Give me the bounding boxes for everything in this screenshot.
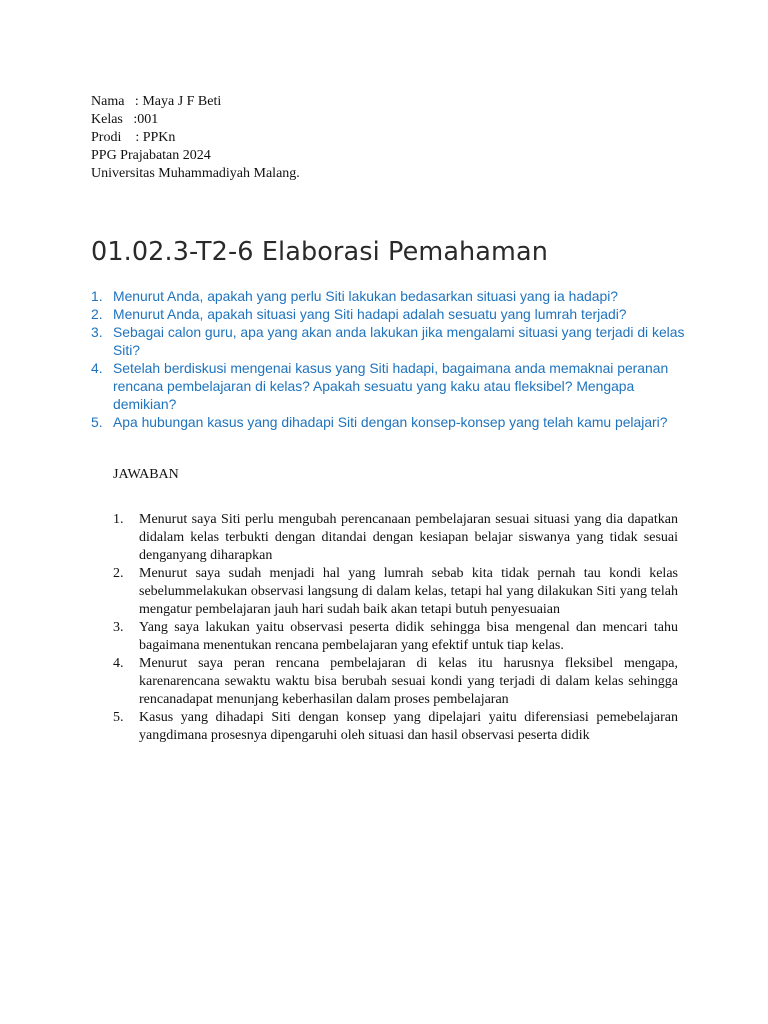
answer-number: 1.: [113, 512, 124, 527]
university-line: Universitas Muhammadiyah Malang.: [91, 166, 300, 181]
answer-text: Menurut saya sudah menjadi hal yang lumrah sebab kita tidak pernah tau kondi kelas sebelummelakukan observasi langsung di dalam kelas, tetapi hal yang dilakukan Siti yang telah mengatur pembelajaran jauh hari sudah baik akan tetapi butuh penyesuaian: [139, 566, 678, 617]
answer-item: [113, 709, 678, 745]
question-text: Apa hubungan kasus yang dihadapi Siti dengan konsep-konsep yang telah kamu pelajari?: [113, 414, 668, 430]
answer-number: 4.: [113, 656, 124, 671]
answer-heading: JAWABAN: [113, 467, 179, 482]
question-text: Sebagai calon guru, apa yang akan anda lakukan jika mengalami situasi yang terjadi di kelas Siti?: [113, 324, 685, 358]
question-text: Setelah berdiskusi mengenai kasus yang Siti hadapi, bagaimana anda memaknai peranan rencana pembelajaran di kelas? Apakah sesuatu yang kaku atau fleksibel? Mengapa demikian?: [113, 360, 669, 412]
answer-item: [113, 655, 678, 709]
answer-text: Menurut saya peran rencana pembelajaran di kelas itu harusnya fleksibel mengapa, karenarencana sewaktu waktu bisa berubah sesuai kondi yang terjadi di dalam kelas sehingga rencanadapat menunjang keberhasilan dalam proses pembelajaran: [139, 656, 678, 707]
question-number: 1.: [91, 288, 103, 304]
document-title: 01.02.3-T2-6 Elaborasi Pemahaman: [91, 237, 548, 267]
program-line: PPG Prajabatan 2024: [91, 148, 211, 163]
answer-text: Menurut saya Siti perlu mengubah perencanaan pembelajaran sesuai situasi yang dia dapatkan didalam kelas terbukti dengan ditandai dengan kesiapan belajar siswanya yang tidak sesuai denganyang diharapkan: [139, 512, 678, 563]
answer-item: [113, 565, 678, 619]
question-text: Menurut Anda, apakah yang perlu Siti lakukan bedasarkan situasi yang ia hadapi?: [113, 288, 619, 304]
question-list: [91, 287, 691, 431]
student-info: [91, 93, 300, 183]
question-item: [91, 287, 691, 305]
study-program-line: Prodi : PPKn: [91, 130, 176, 145]
student-name-line: Nama : Maya J F Beti: [91, 94, 222, 109]
answer-number: 2.: [113, 566, 124, 581]
answer-item: [113, 619, 678, 655]
answer-number: 5.: [113, 710, 124, 725]
question-number: 2.: [91, 306, 103, 322]
answer-item: [113, 511, 678, 565]
question-number: 3.: [91, 324, 103, 340]
answer-text: Kasus yang dihadapi Siti dengan konsep yang dipelajari yaitu diferensiasi pemebelajaran yangdimana prosesnya dipengaruhi oleh situasi dan hasil observasi peserta didik: [139, 710, 678, 743]
answer-list: [113, 511, 678, 745]
class-line: Kelas :001: [91, 112, 159, 127]
question-number: 5.: [91, 414, 103, 430]
question-item: [91, 413, 691, 431]
question-text: Menurut Anda, apakah situasi yang Siti hadapi adalah sesuatu yang lumrah terjadi?: [113, 306, 627, 322]
question-item: [91, 305, 691, 323]
question-item: [91, 323, 691, 359]
question-item: [91, 359, 691, 413]
answer-text: Yang saya lakukan yaitu observasi peserta didik sehingga bisa mengenal dan mencari tahu bagaimana menentukan rencana pembelajaran yang efektif untuk tiap kelas.: [139, 620, 678, 653]
question-number: 4.: [91, 360, 103, 376]
answer-number: 3.: [113, 620, 124, 635]
